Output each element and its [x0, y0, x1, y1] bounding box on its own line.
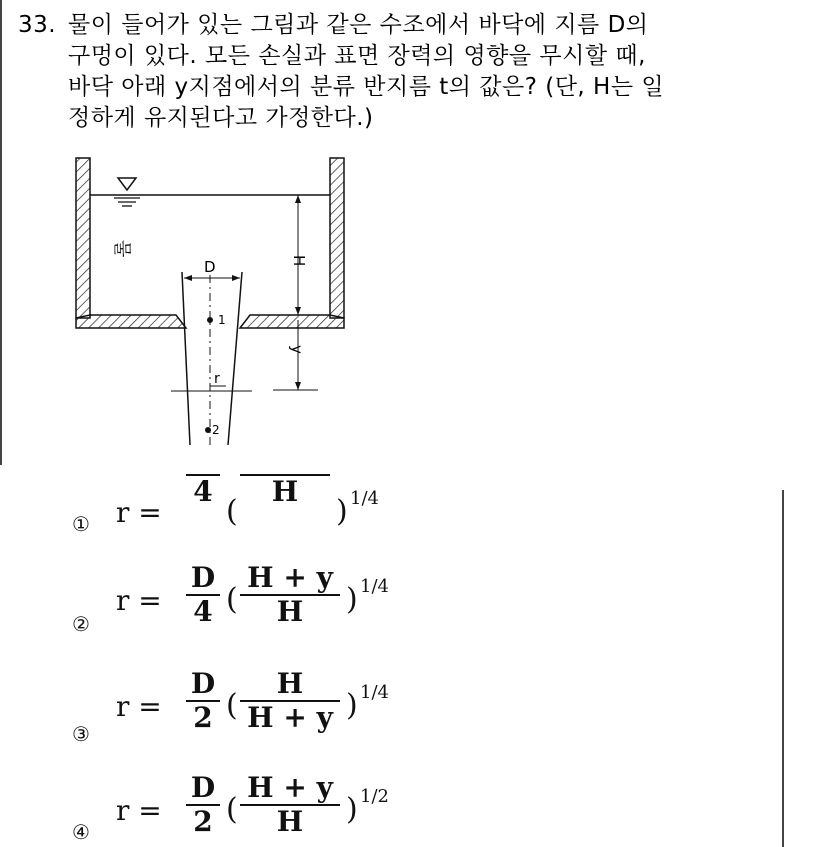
question-line-2: 구멍이 있다. 모든 손실과 표면 장력의 영향을 무시할 때,	[68, 43, 646, 69]
jet-left-edge	[182, 272, 190, 445]
option-4-coef: D 2	[186, 772, 220, 838]
tank-left-wall	[76, 158, 90, 318]
tank-bottom-right	[240, 315, 344, 328]
option-1-clip: ① r = 4 ( H ) 1/4	[72, 475, 379, 536]
question-line-3: 바닥 아래 y지점에서의 분류 반지름 t의 값은? (단, H는 일	[68, 74, 665, 100]
label-H: H	[290, 255, 308, 267]
question-number: 33.	[18, 12, 57, 38]
option-4-mark: ④	[72, 820, 90, 844]
option-3-mark: ③	[72, 722, 90, 746]
free-surface-symbol	[118, 178, 136, 190]
option-3-coef: D 2	[186, 668, 220, 734]
option-2-mark: ②	[72, 612, 90, 636]
tank-right-wall	[330, 158, 344, 318]
label-point-1: 1	[218, 313, 226, 327]
tank-bottom-left	[76, 315, 186, 328]
option-1-mark: ①	[72, 512, 90, 536]
label-point-2: 2	[212, 423, 220, 437]
question-box-border	[0, 0, 2, 465]
tank-diagram-svg	[68, 150, 368, 450]
option-2-frac: H + y H	[240, 562, 340, 628]
option-1-coef: 4	[186, 474, 220, 508]
question-line-4: 정하게 유지된다고 가정한다.)	[68, 105, 374, 131]
option-3-frac: H H + y	[240, 668, 340, 734]
label-r: r	[214, 371, 220, 387]
label-y: y	[288, 345, 306, 354]
label-D: D	[204, 258, 216, 276]
option-4-frac: H + y H	[240, 772, 340, 838]
tank-diagram	[68, 150, 368, 450]
question-text	[18, 10, 808, 134]
jet-right-edge	[228, 272, 242, 445]
water-label: 물	[111, 240, 132, 258]
question-line-1: 33. 물이 들어가 있는 그림과 같은 수조에서 바닥에 지름 D의	[18, 10, 808, 41]
option-2-coef: D 4	[186, 562, 220, 628]
option-1-frac: H	[240, 474, 330, 508]
options-box-border	[782, 490, 784, 847]
